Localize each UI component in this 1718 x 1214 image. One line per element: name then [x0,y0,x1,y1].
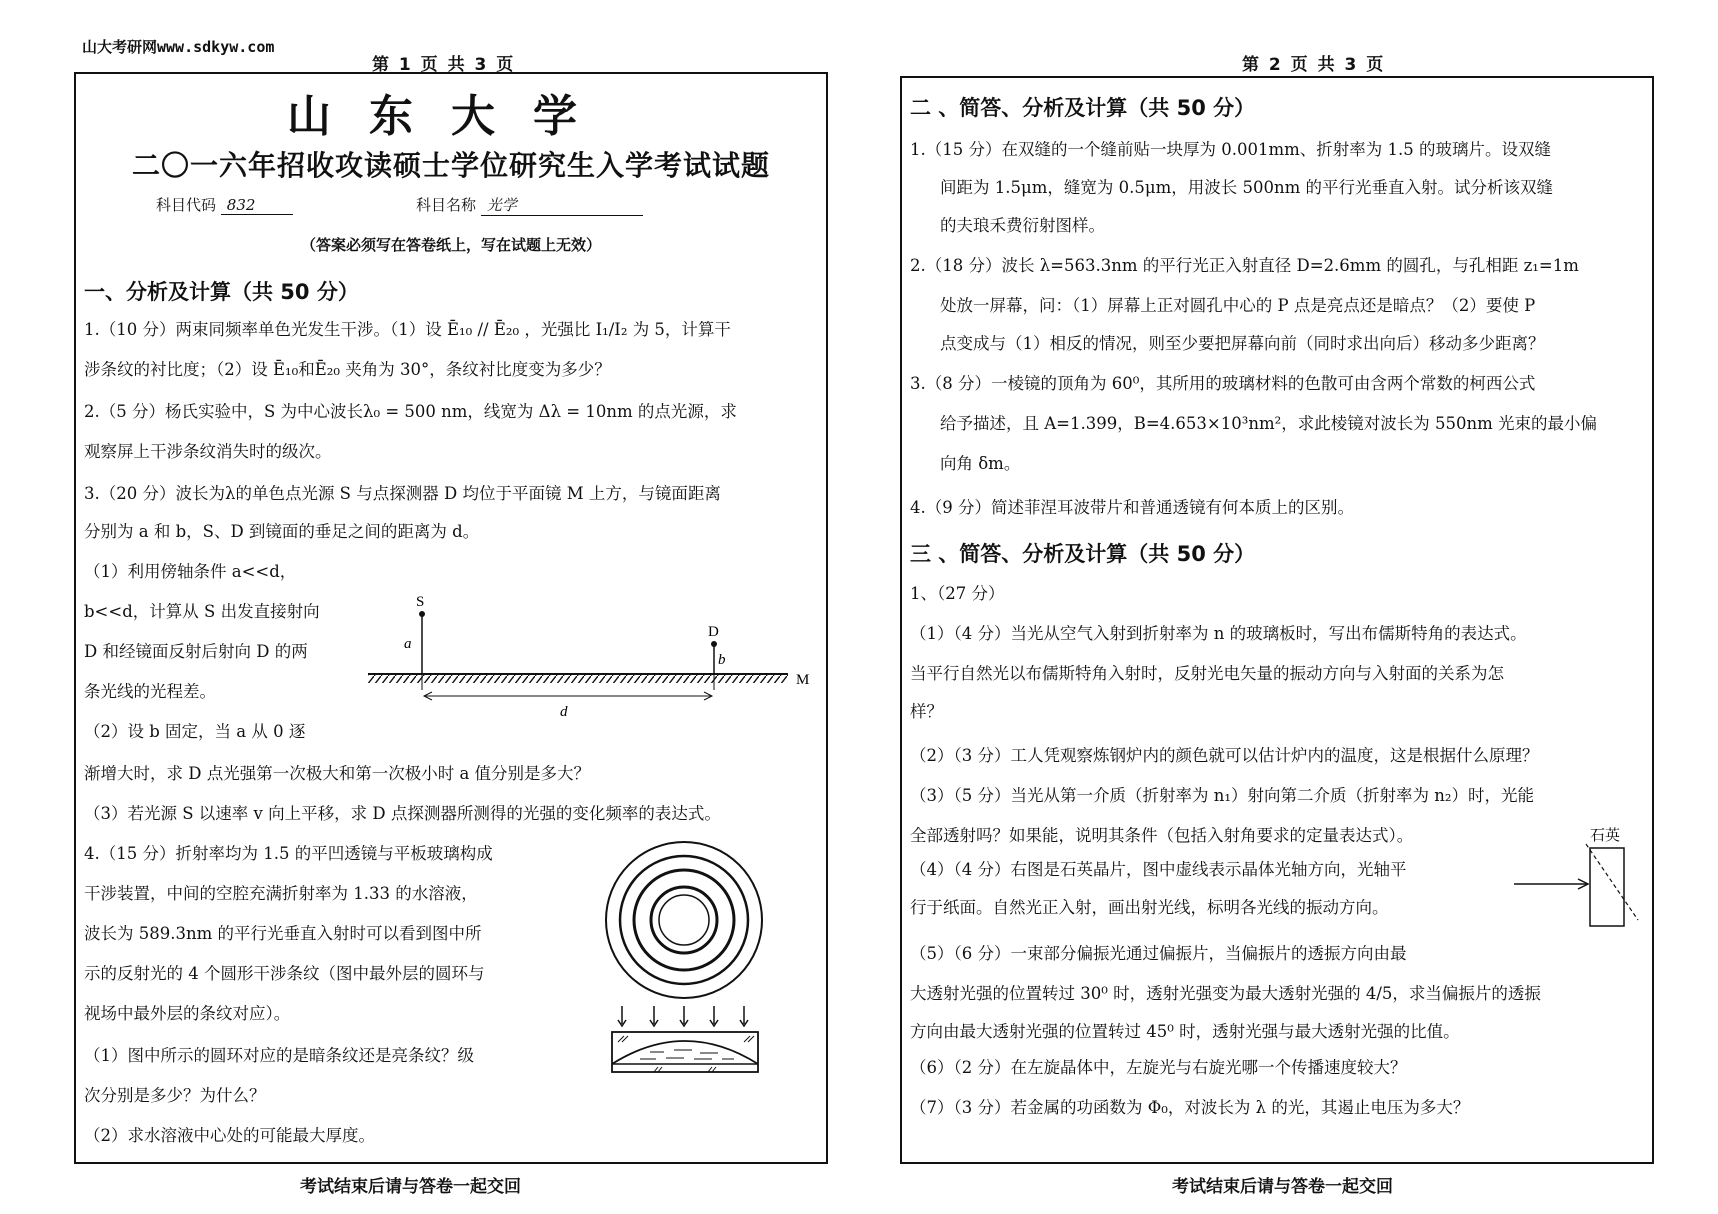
p3-line: （1）（4 分）当光从空气入射到折射率为 n 的玻璃板时，写出布儒斯特角的表达式。 [910,624,1527,643]
exam-subtitle: 二〇一六年招收攻读硕士学位研究生入学考试试题 [131,149,770,182]
section-2-heading: 二 、简答、分析及计算（共 50 分） [910,96,1256,120]
p1-line: 3.（20 分）波长为λ的单色点光源 S 与点探测器 D 均位于平面镜 M 上方，与镜面距离 [84,484,721,503]
p3-line: 方向由最大透射光强的位置转过 45⁰ 时，透射光强与最大透射光强的比值。 [910,1022,1460,1041]
label-a: a [404,636,412,652]
subject-value: 光学 [481,194,643,216]
page-number-1: 第 1 页 共 3 页 [372,55,516,75]
label-D: D [708,624,719,640]
p3-line: 当平行自然光以布儒斯特角入射时，反射光电矢量的振动方向与入射面的关系为怎 [910,664,1504,683]
p1-line: 干涉装置，中间的空腔充满折射率为 1.33 的水溶液， [84,884,478,903]
p3-line: 全部透射吗？如果能，说明其条件（包括入射角要求的定量表达式）。 [910,826,1414,845]
p2-line: 1.（15 分）在双缝的一个缝前贴一块厚为 0.001mm、折射率为 1.5 的玻璃片。设双缝 [910,140,1551,159]
section-1-heading: 一、分析及计算（共 50 分） [84,280,359,304]
code-label: 科目代码 [156,196,217,214]
p1-line: 渐增大时，求 D 点光强第一次极大和第一次极小时 a 值分别是多大？ [84,764,591,783]
p1-line: 观察屏上干涉条纹消失时的级次。 [84,442,332,461]
mirror-figure [360,586,820,724]
p1-line: 4.（15 分）折射率均为 1.5 的平凹透镜与平板玻璃构成 [84,844,493,863]
p1-line: 1.（10 分）两束同频率单色光发生干涉。（1）设 Ē₁₀ // Ē₂₀ ，光强比 I₁/I₂ 为 5，计算干 [84,320,731,339]
label-M: M [796,672,810,688]
label-b: b [718,652,726,668]
p2-line: 3.（8 分）一棱镜的顶角为 60⁰，其所用的玻璃材料的色散可由含两个常数的柯西公式 [910,374,1536,393]
p1-line: （1）图中所示的圆环对应的是暗条纹还是亮条纹？级 [84,1046,474,1065]
p3-line: 样？ [910,702,943,721]
p1-line: 涉条纹的衬比度；（2）设 Ē₁₀和Ē₂₀ 夹角为 30°，条纹衬比度变为多少？ [84,360,611,379]
p1-line: 分别为 a 和 b，S、D 到镜面的垂足之间的距离为 d。 [84,522,480,541]
p2-line: 向角 δm。 [940,454,1021,473]
p1-line: b<<d，计算从 S 出发直接射向 [84,602,320,621]
footer-2: 考试结束后请与答卷一起交回 [1172,1177,1393,1197]
p3-line: （7）（3 分）若金属的功函数为 Φ₀，对波长为 λ 的光，其遏止电压为多大？ [910,1098,1470,1117]
page-number-2: 第 2 页 共 3 页 [1242,55,1386,75]
p3-line: （6）（2 分）在左旋晶体中，左旋光与右旋光哪一个传播速度较大？ [910,1058,1407,1077]
p1-line: 示的反射光的 4 个圆形干涉条纹（图中最外层的圆环与 [84,964,485,983]
site-watermark: 山大考研网www.sdkyw.com [82,38,275,56]
section-3-heading: 三 、简答、分析及计算（共 50 分） [910,542,1256,566]
footer-1: 考试结束后请与答卷一起交回 [300,1177,521,1197]
code-value: 832 [221,196,293,215]
p2-line: 给予描述，且 A=1.399，B=4.653×10³nm²，求此棱镜对波长为 550nm 光束的最小偏 [940,414,1597,433]
p2-line: 的夫琅禾费衍射图样。 [940,216,1105,235]
p1-line: 条光线的光程差。 [84,682,216,701]
p1-line: D 和经镜面反射后射向 D 的两 [84,642,308,661]
label-d: d [560,704,568,720]
quartz-label: 石英 [1590,828,1621,844]
p1-line: 2.（5 分）杨氏实验中，S 为中心波长λ₀ = 500 nm，线宽为 Δλ = 10nm 的点光源，求 [84,402,737,421]
p1-line: 视场中最外层的条纹对应）。 [84,1004,291,1023]
university-title: 山东大学 [287,91,615,142]
p3-line: （3）（5 分）当光从第一介质（折射率为 n₁）射向第二介质（折射率为 n₂）时，光能 [910,786,1534,805]
p1-line: 波长为 589.3nm 的平行光垂直入射时可以看到图中所 [84,924,482,943]
subject-name [416,194,643,216]
subject-code [156,194,293,215]
p2-line: 2.（18 分）波长 λ=563.3nm 的平行光正入射直径 D=2.6mm 的圆孔，与孔相距 z₁=1m [910,256,1579,275]
subject-label: 科目名称 [416,196,477,214]
p2-line: 间距为 1.5μm，缝宽为 0.5μm，用波长 500nm 的平行光垂直入射。试分析该双缝 [940,178,1553,197]
p1-line: （2）设 b 固定，当 a 从 0 逐 [84,722,306,741]
p3-line: （5）（6 分）一束部分偏振光通过偏振片，当偏振片的透振方向由最 [910,944,1407,963]
p1-line: （3）若光源 S 以速率 v 向上平移，求 D 点探测器所测得的光强的变化频率的表达式。 [84,804,721,823]
p2-line: 点变成与（1）相反的情况，则至少要把屏幕向前（同时求出向后）移动多少距离？ [940,334,1545,353]
p2-line: 处放一屏幕，问：（1）屏幕上正对圆孔中心的 P 点是亮点还是暗点？（2）要使 P [940,296,1536,315]
p1-line: 次分别是多少？为什么？ [84,1086,266,1105]
p1-line: （2）求水溶液中心处的可能最大厚度。 [84,1126,375,1145]
p2-line: 4.（9 分）简述菲涅耳波带片和普通透镜有何本质上的区别。 [910,498,1354,517]
p3-line: 大透射光强的位置转过 30⁰ 时，透射光强变为最大透射光强的 4/5，求当偏振片的透振 [910,984,1541,1003]
p3-line: 1、（27 分） [910,584,1005,603]
label-S: S [416,594,425,610]
p3-line: 行于纸面。自然光正入射，画出射光线，标明各光线的振动方向。 [910,898,1389,917]
p3-line: （4）（4 分）右图是石英晶片，图中虚线表示晶体光轴方向，光轴平 [910,860,1407,879]
answer-note: （答案必须写在答卷纸上，写在试题上无效） [300,236,601,254]
p3-line: （2）（3 分）工人凭观察炼钢炉内的颜色就可以估计炉内的温度，这是根据什么原理？ [910,746,1539,765]
rings-figure [600,840,770,1092]
p1-line: （1）利用傍轴条件 a<<d， [84,562,297,581]
quartz-figure [1510,822,1640,932]
